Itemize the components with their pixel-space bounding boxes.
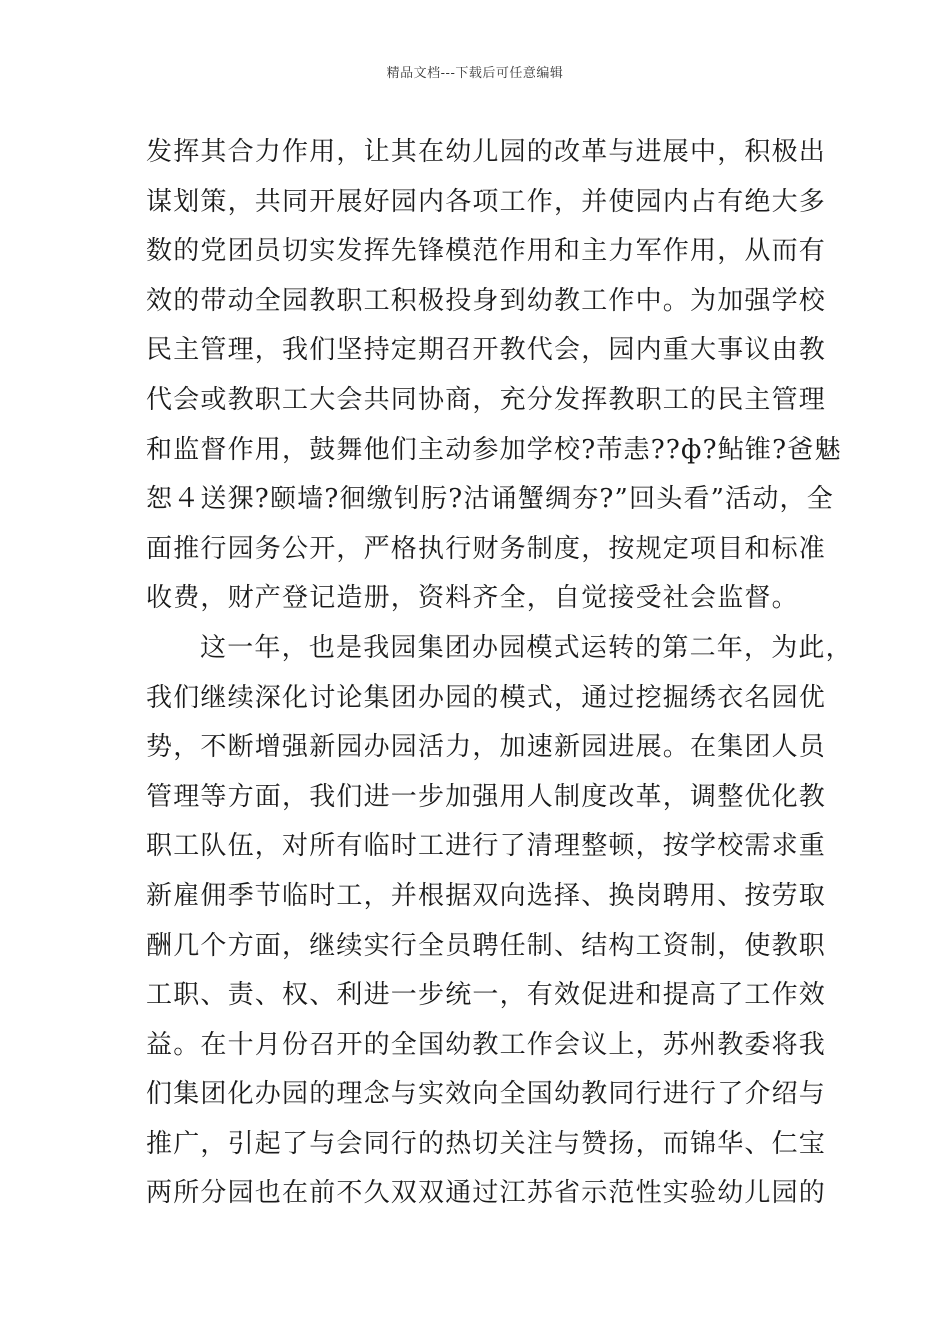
text-line: 们集团化办园的理念与实效向全国幼教同行进行了介绍与 [146,1079,827,1110]
text-line: 我们继续深化讨论集团办园的模式，通过挖掘绣衣名园优 [146,682,827,713]
text-line: 管理等方面，我们进一步加强用人制度改革，调整优化教 [146,781,827,812]
page-header: 精品文档---下载后可任意编辑 [386,66,564,81]
text-line: 效的带动全园教职工积极投身到幼教工作中。为加强学校 [146,285,827,316]
paragraph-2 [146,624,853,1219]
text-line: 工职、责、权、利进一步统一，有效促进和提高了工作效 [146,980,827,1011]
text-line: 新雇佣季节临时工，并根据双向选择、换岗聘用、按劳取 [146,880,827,911]
paragraph-1 [146,128,842,624]
text-line: 数的党团员切实发挥先锋模范作用和主力军作用，从而有 [146,236,827,267]
text-line: 职工队伍，对所有临时工进行了清理整顿，按学校需求重 [146,831,827,862]
text-line: 和监督作用，鼓舞他们主动参加学校?芾恚??ф?鲇锥?爸魅 [146,434,842,465]
text-line: 两所分园也在前不久双双通过江苏省示范性实验幼儿园的 [146,1178,827,1209]
text-line: 收费，财产登记造册，资料齐全，自觉接受社会监督。 [146,583,799,614]
text-line: 推广，引起了与会同行的热切关注与赞扬，而锦华、仁宝 [146,1128,827,1159]
text-line: 发挥其合力作用，让其在幼儿园的改革与进展中，积极出 [146,137,827,167]
text-line-first-indented: 这一年，也是我园集团办园模式运转的第二年，为此， [200,632,853,663]
text-line: 代会或教职工大会共同协商，充分发挥教职工的民主管理 [146,384,827,415]
text-line: 面推行园务公开，严格执行财务制度，按规定项目和标准 [146,533,827,564]
text-line: 谋划策，共同开展好园内各项工作，并使园内占有绝大多 [146,186,827,217]
text-line: 民主管理，我们坚持定期召开教代会，园内重大事议由教 [146,335,827,366]
text-line: 势，不断增强新园办园活力，加速新园进展。在集团人员 [146,732,827,763]
document-body [146,128,853,1219]
text-line: 益。在十月份召开的全国幼教工作会议上，苏州教委将我 [146,1029,827,1060]
text-line: 酬几个方面，继续实行全员聘任制、结构工资制，使教职 [146,930,827,961]
text-line: 恕４送猓?颐墙?徊缴钊肟?沽诵蟹绸夯?”回头看”活动，全 [146,484,834,515]
